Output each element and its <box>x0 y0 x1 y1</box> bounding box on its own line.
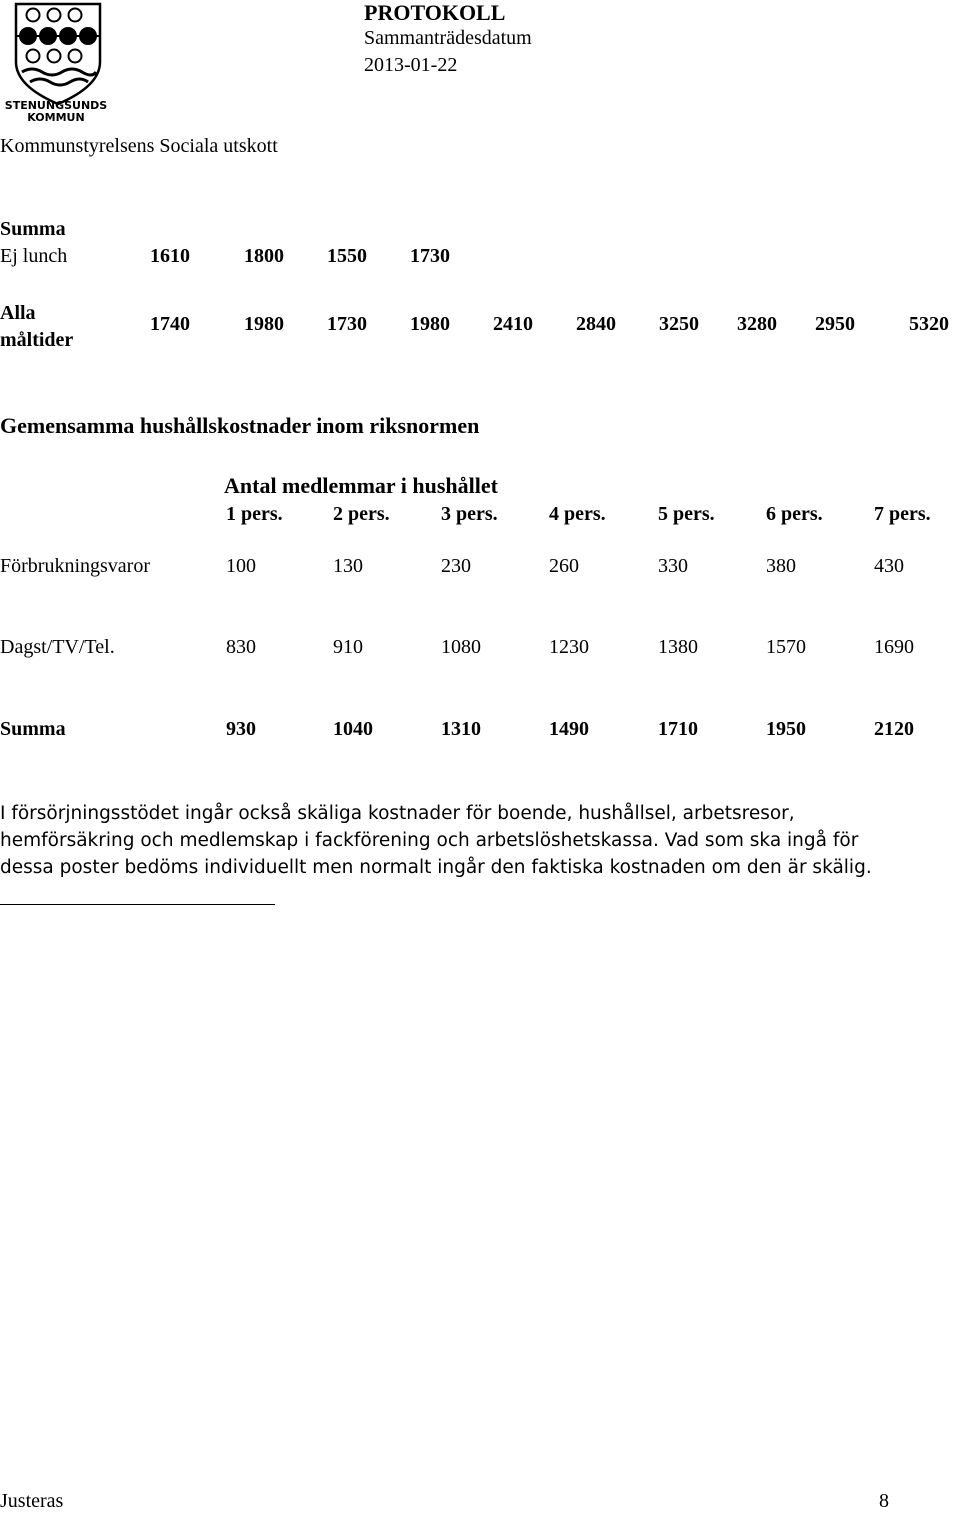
alla-maltider-value: 3250 <box>659 313 699 335</box>
committee-name: Kommunstyrelsens Sociala utskott <box>0 135 278 157</box>
alla-maltider-value: 1740 <box>150 313 190 335</box>
column-header: 3 pers. <box>441 503 498 525</box>
ej-lunch-value: 1800 <box>244 245 284 267</box>
section-title: Gemensamma hushållskostnader inom riksnormen <box>0 413 480 438</box>
logo-text-1: STENUNGSUNDS <box>4 99 108 112</box>
ej-lunch-value: 1610 <box>150 245 190 267</box>
alla-maltider-value: 2840 <box>576 313 616 335</box>
table-cell: 1080 <box>441 636 481 658</box>
table-subtitle: Antal medlemmar i hushållet <box>224 473 498 498</box>
table-cell-sum: 1710 <box>658 718 698 740</box>
body-paragraph <box>0 800 955 881</box>
divider-rule <box>0 904 275 905</box>
table-cell: 230 <box>441 555 471 577</box>
column-header: 7 pers. <box>874 503 931 525</box>
row-label-dagst-tv-tel: Dagst/TV/Tel. <box>0 636 115 658</box>
column-header: 4 pers. <box>549 503 606 525</box>
ej-lunch-value: 1730 <box>410 245 450 267</box>
table-cell: 100 <box>226 555 256 577</box>
table-cell: 1570 <box>766 636 806 658</box>
table-cell-sum: 930 <box>226 718 256 740</box>
table-cell: 1380 <box>658 636 698 658</box>
alla-maltider-value: 1980 <box>244 313 284 335</box>
alla-maltider-value: 3280 <box>737 313 777 335</box>
ej-lunch-value: 1550 <box>327 245 367 267</box>
municipality-logo <box>0 0 112 124</box>
meeting-date: 2013-01-22 <box>364 54 458 76</box>
table-cell: 1690 <box>874 636 914 658</box>
row-label-summa: Summa <box>0 718 66 740</box>
meeting-date-label: Sammanträdesdatum <box>364 27 532 49</box>
paragraph-line: dessa poster bedöms individuellt men normalt ingår den faktiska kostnaden om den är skälig. <box>0 857 872 878</box>
table-cell-sum: 1040 <box>333 718 373 740</box>
alla-maltider-value: 2950 <box>815 313 855 335</box>
row-label-forbrukningsvaror: Förbrukningsvaror <box>0 555 150 577</box>
table-cell: 910 <box>333 636 363 658</box>
page-number: 8 <box>879 1490 889 1512</box>
table-cell-sum: 2120 <box>874 718 914 740</box>
column-header: 1 pers. <box>226 503 283 525</box>
table-cell: 380 <box>766 555 796 577</box>
table-cell: 260 <box>549 555 579 577</box>
row-label-ej-lunch: Ej lunch <box>0 245 68 267</box>
table-cell: 430 <box>874 555 904 577</box>
alla-maltider-value: 1980 <box>410 313 450 335</box>
row-label-alla-maltider: Alla måltider <box>0 302 74 351</box>
summa-block-title: Summa <box>0 218 66 240</box>
alla-maltider-value: 5320 <box>909 313 949 335</box>
footer-justeras-label: Justeras <box>0 1490 64 1512</box>
table-cell: 330 <box>658 555 688 577</box>
table-cell: 1230 <box>549 636 589 658</box>
column-header: 6 pers. <box>766 503 823 525</box>
logo-text-2: KOMMUN <box>27 111 85 124</box>
column-header: 5 pers. <box>658 503 715 525</box>
paragraph-line: hemförsäkring och medlemskap i fackförening och arbetslöshetskassa. Vad som ska ingå för <box>0 830 859 851</box>
alla-maltider-value: 2410 <box>493 313 533 335</box>
column-header: 2 pers. <box>333 503 390 525</box>
table-cell-sum: 1490 <box>549 718 589 740</box>
paragraph-line: I försörjningsstödet ingår också skäliga kostnader för boende, hushållsel, arbetsresor, <box>0 803 795 824</box>
alla-maltider-value: 1730 <box>327 313 367 335</box>
document-type-title: PROTOKOLL <box>364 0 506 25</box>
table-cell: 830 <box>226 636 256 658</box>
table-cell-sum: 1310 <box>441 718 481 740</box>
table-cell-sum: 1950 <box>766 718 806 740</box>
table-cell: 130 <box>333 555 363 577</box>
